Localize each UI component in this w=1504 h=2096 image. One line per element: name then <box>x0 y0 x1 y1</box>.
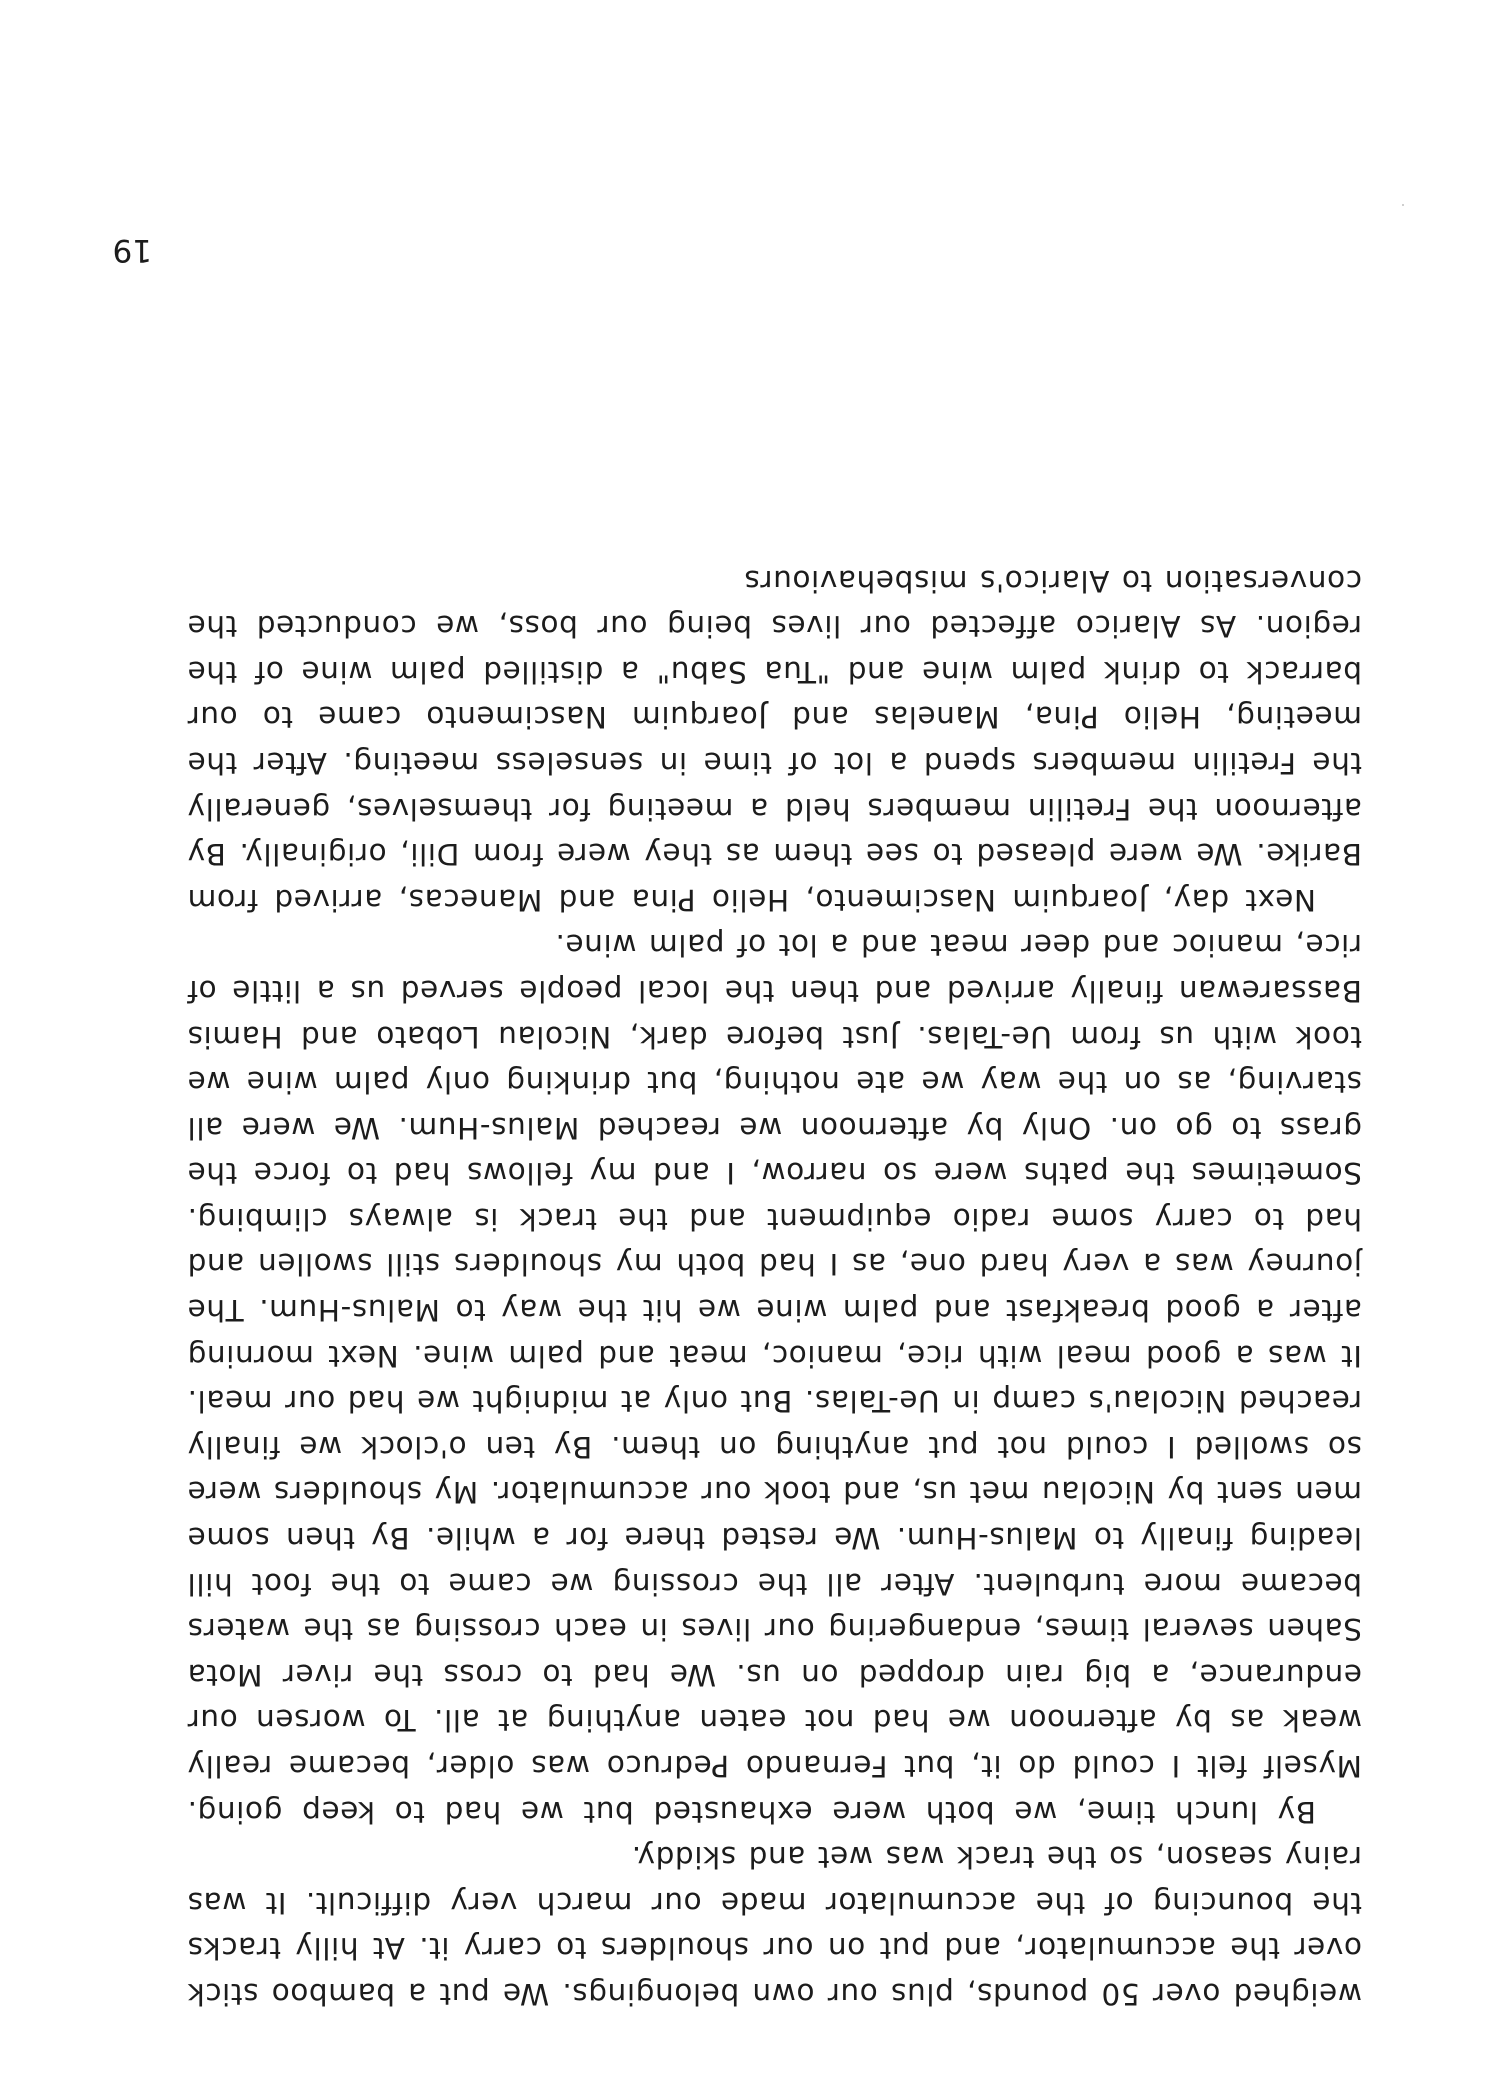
page-number: 19 <box>112 232 152 268</box>
scan-speck <box>1402 204 1404 206</box>
paragraph-3: Next day, Joarquim Nascimento, Helio Pina and Manecas, arrived from Barike. We were pleased to see them as they were from Dili, originally. By afternoon the Fretilin members held a meeting for themselves, generally the Fretilin members spend a lot of time in senseless meeting. After the meeting, Helio Pina, Manelas and Joarquim Nascimento came to our barrack to drink palm wine and "Tua Sabu" a distilled palm wine of the region. As Alarico affected our lives being our boss, we conducted the conversation to Alarico's misbehaviours <box>187 563 1362 917</box>
paragraph-2: By lunch time, we both were exhausted but we had to keep going. Myself felt I could do it, but Fernando Pedruco was older, became really weak as by afternoon we had not eaten anything at all. To worsen our endurance, a big rain dropped on us. We had to cross the river Mota Sahen several times, endangering our lives in each crossing as the waters became more turbulent. After all the crossing we came to the foot hill leading finally to Malus-Hum. We rested there for a while. By then some men sent by Nicolau met us, and took our accumulator. My shoulders were so swolled I could not put anything on them. By ten o'clock we finally reached Nicolau's camp in Ue-Talas. But only at midnight we had our meal. It was a good meal with rice, manioc, meat and palm wine. Next morning after a good breakfast and palm wine we hit the way to Malus-Hum. The journey was a very hard one, as I had both my shoulders still swollen and had to carry some radio equipment and the track is always climbing. Sometimes the paths were so narrow, I and my fellows had to force the grass to go on. Only by afternoon we reached Malus-Hum. We were all starving, as on the way we ate nothing, but drinking only palm wine we took with us from Ue-Talas. Just before dark, Nicolau Lobato and Hamis Bassarewan finally arrived and then the local people served us a little of rice, manioc and deer meat and a lot of palm wine. <box>187 928 1362 1829</box>
body-text <box>187 557 1362 2016</box>
paragraph-1: weighed over 50 pounds, plus our own belongings. We put a bamboo stick over the accumulator, and put on our shoulders to carry it. At hilly tracks the bouncing of the accumulator made our march very difficult. It was rainy season, so the track was wet and skiddy. <box>187 1840 1362 2011</box>
